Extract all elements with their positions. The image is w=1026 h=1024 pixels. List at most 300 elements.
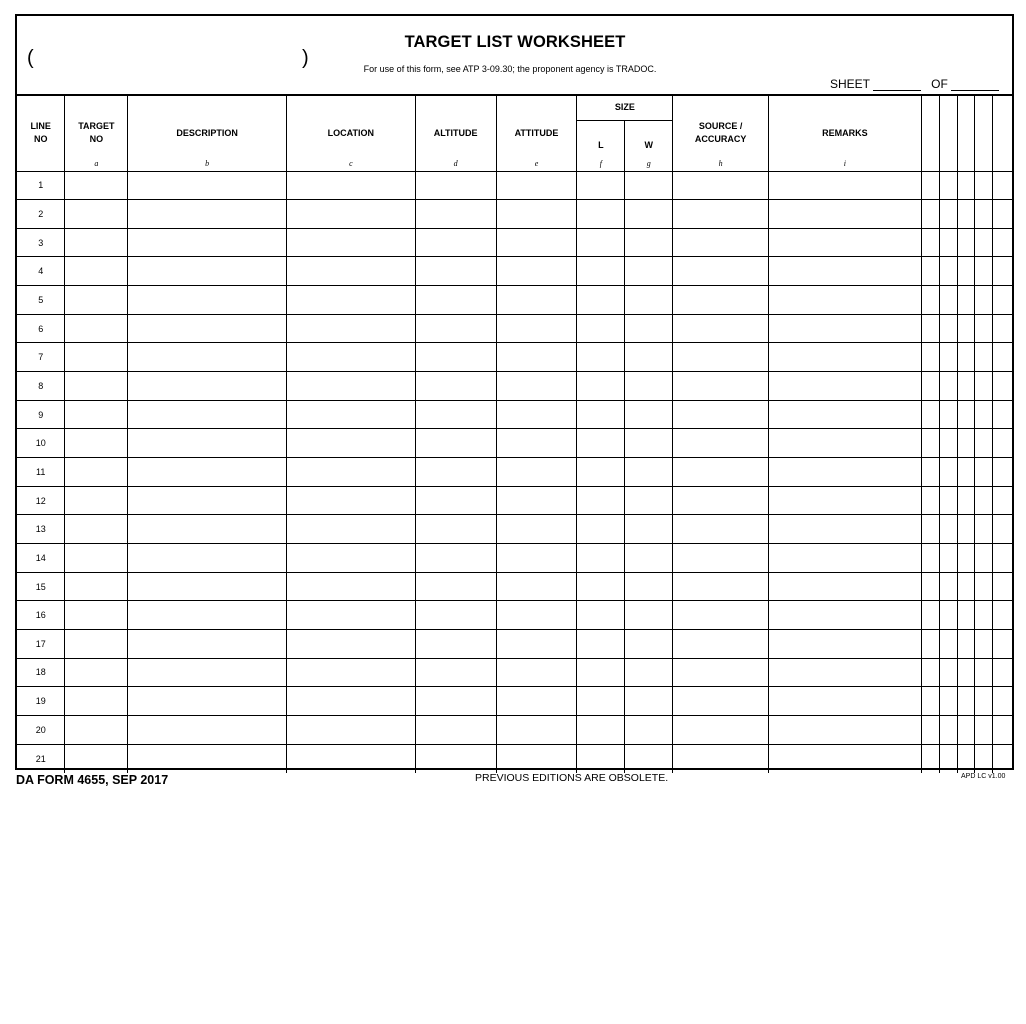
extra-5-cell[interactable] bbox=[993, 228, 1012, 257]
description-cell[interactable] bbox=[128, 486, 287, 515]
size-w-cell[interactable] bbox=[625, 715, 673, 744]
source-accuracy-cell[interactable] bbox=[673, 400, 769, 429]
source-accuracy-cell[interactable] bbox=[673, 286, 769, 315]
remarks-cell[interactable] bbox=[769, 544, 922, 573]
source-accuracy-cell[interactable] bbox=[673, 486, 769, 515]
extra-1-cell[interactable] bbox=[921, 715, 939, 744]
extra-4-cell[interactable] bbox=[975, 715, 993, 744]
description-cell[interactable] bbox=[128, 458, 287, 487]
size-l-cell[interactable] bbox=[577, 171, 625, 200]
attitude-cell[interactable] bbox=[496, 715, 577, 744]
altitude-cell[interactable] bbox=[415, 544, 496, 573]
extra-3-cell[interactable] bbox=[957, 171, 975, 200]
altitude-cell[interactable] bbox=[415, 572, 496, 601]
source-accuracy-cell[interactable] bbox=[673, 343, 769, 372]
size-w-cell[interactable] bbox=[625, 400, 673, 429]
size-l-cell[interactable] bbox=[577, 658, 625, 687]
size-l-cell[interactable] bbox=[577, 601, 625, 630]
location-cell[interactable] bbox=[286, 286, 415, 315]
size-w-cell[interactable] bbox=[625, 343, 673, 372]
size-l-cell[interactable] bbox=[577, 257, 625, 286]
size-w-cell[interactable] bbox=[625, 257, 673, 286]
remarks-cell[interactable] bbox=[769, 515, 922, 544]
attitude-cell[interactable] bbox=[496, 257, 577, 286]
sheet-number-field[interactable] bbox=[873, 80, 921, 91]
size-w-cell[interactable] bbox=[625, 572, 673, 601]
size-l-cell[interactable] bbox=[577, 687, 625, 716]
extra-1-cell[interactable] bbox=[921, 687, 939, 716]
extra-1-cell[interactable] bbox=[921, 544, 939, 573]
size-l-cell[interactable] bbox=[577, 630, 625, 659]
extra-2-cell[interactable] bbox=[939, 343, 957, 372]
source-accuracy-cell[interactable] bbox=[673, 572, 769, 601]
size-l-cell[interactable] bbox=[577, 544, 625, 573]
size-l-cell[interactable] bbox=[577, 715, 625, 744]
remarks-cell[interactable] bbox=[769, 343, 922, 372]
description-cell[interactable] bbox=[128, 572, 287, 601]
extra-4-cell[interactable] bbox=[975, 343, 993, 372]
extra-2-cell[interactable] bbox=[939, 257, 957, 286]
remarks-cell[interactable] bbox=[769, 372, 922, 401]
extra-2-cell[interactable] bbox=[939, 658, 957, 687]
altitude-cell[interactable] bbox=[415, 286, 496, 315]
target-no-cell[interactable] bbox=[65, 515, 128, 544]
extra-1-cell[interactable] bbox=[921, 572, 939, 601]
extra-2-cell[interactable] bbox=[939, 544, 957, 573]
attitude-cell[interactable] bbox=[496, 314, 577, 343]
remarks-cell[interactable] bbox=[769, 658, 922, 687]
extra-3-cell[interactable] bbox=[957, 257, 975, 286]
location-cell[interactable] bbox=[286, 658, 415, 687]
location-cell[interactable] bbox=[286, 228, 415, 257]
source-accuracy-cell[interactable] bbox=[673, 515, 769, 544]
target-no-cell[interactable] bbox=[65, 400, 128, 429]
source-accuracy-cell[interactable] bbox=[673, 458, 769, 487]
extra-3-cell[interactable] bbox=[957, 200, 975, 229]
description-cell[interactable] bbox=[128, 429, 287, 458]
source-accuracy-cell[interactable] bbox=[673, 544, 769, 573]
size-l-cell[interactable] bbox=[577, 343, 625, 372]
attitude-cell[interactable] bbox=[496, 658, 577, 687]
extra-1-cell[interactable] bbox=[921, 486, 939, 515]
location-cell[interactable] bbox=[286, 687, 415, 716]
size-w-cell[interactable] bbox=[625, 458, 673, 487]
extra-5-cell[interactable] bbox=[993, 314, 1012, 343]
extra-5-cell[interactable] bbox=[993, 630, 1012, 659]
extra-4-cell[interactable] bbox=[975, 658, 993, 687]
extra-1-cell[interactable] bbox=[921, 630, 939, 659]
size-w-cell[interactable] bbox=[625, 171, 673, 200]
extra-2-cell[interactable] bbox=[939, 687, 957, 716]
size-l-cell[interactable] bbox=[577, 372, 625, 401]
extra-5-cell[interactable] bbox=[993, 171, 1012, 200]
extra-2-cell[interactable] bbox=[939, 228, 957, 257]
size-l-cell[interactable] bbox=[577, 572, 625, 601]
extra-5-cell[interactable] bbox=[993, 458, 1012, 487]
extra-3-cell[interactable] bbox=[957, 400, 975, 429]
source-accuracy-cell[interactable] bbox=[673, 744, 769, 773]
location-cell[interactable] bbox=[286, 257, 415, 286]
description-cell[interactable] bbox=[128, 171, 287, 200]
target-no-cell[interactable] bbox=[65, 601, 128, 630]
extra-4-cell[interactable] bbox=[975, 572, 993, 601]
location-cell[interactable] bbox=[286, 171, 415, 200]
size-l-cell[interactable] bbox=[577, 200, 625, 229]
target-no-cell[interactable] bbox=[65, 228, 128, 257]
altitude-cell[interactable] bbox=[415, 687, 496, 716]
remarks-cell[interactable] bbox=[769, 630, 922, 659]
extra-4-cell[interactable] bbox=[975, 400, 993, 429]
attitude-cell[interactable] bbox=[496, 343, 577, 372]
extra-2-cell[interactable] bbox=[939, 601, 957, 630]
extra-1-cell[interactable] bbox=[921, 429, 939, 458]
remarks-cell[interactable] bbox=[769, 257, 922, 286]
size-l-cell[interactable] bbox=[577, 400, 625, 429]
location-cell[interactable] bbox=[286, 544, 415, 573]
extra-3-cell[interactable] bbox=[957, 286, 975, 315]
altitude-cell[interactable] bbox=[415, 314, 496, 343]
description-cell[interactable] bbox=[128, 630, 287, 659]
extra-5-cell[interactable] bbox=[993, 544, 1012, 573]
extra-5-cell[interactable] bbox=[993, 744, 1012, 773]
remarks-cell[interactable] bbox=[769, 400, 922, 429]
extra-5-cell[interactable] bbox=[993, 572, 1012, 601]
source-accuracy-cell[interactable] bbox=[673, 429, 769, 458]
description-cell[interactable] bbox=[128, 687, 287, 716]
remarks-cell[interactable] bbox=[769, 715, 922, 744]
extra-1-cell[interactable] bbox=[921, 228, 939, 257]
extra-1-cell[interactable] bbox=[921, 171, 939, 200]
target-no-cell[interactable] bbox=[65, 343, 128, 372]
size-l-cell[interactable] bbox=[577, 515, 625, 544]
extra-1-cell[interactable] bbox=[921, 601, 939, 630]
extra-4-cell[interactable] bbox=[975, 200, 993, 229]
extra-5-cell[interactable] bbox=[993, 400, 1012, 429]
source-accuracy-cell[interactable] bbox=[673, 658, 769, 687]
target-no-cell[interactable] bbox=[65, 630, 128, 659]
attitude-cell[interactable] bbox=[496, 744, 577, 773]
attitude-cell[interactable] bbox=[496, 429, 577, 458]
attitude-cell[interactable] bbox=[496, 228, 577, 257]
extra-4-cell[interactable] bbox=[975, 372, 993, 401]
extra-4-cell[interactable] bbox=[975, 314, 993, 343]
target-no-cell[interactable] bbox=[65, 544, 128, 573]
extra-4-cell[interactable] bbox=[975, 171, 993, 200]
target-no-cell[interactable] bbox=[65, 257, 128, 286]
extra-4-cell[interactable] bbox=[975, 744, 993, 773]
extra-3-cell[interactable] bbox=[957, 658, 975, 687]
size-w-cell[interactable] bbox=[625, 228, 673, 257]
altitude-cell[interactable] bbox=[415, 658, 496, 687]
size-w-cell[interactable] bbox=[625, 372, 673, 401]
remarks-cell[interactable] bbox=[769, 458, 922, 487]
extra-3-cell[interactable] bbox=[957, 744, 975, 773]
location-cell[interactable] bbox=[286, 572, 415, 601]
extra-1-cell[interactable] bbox=[921, 372, 939, 401]
source-accuracy-cell[interactable] bbox=[673, 715, 769, 744]
remarks-cell[interactable] bbox=[769, 200, 922, 229]
extra-4-cell[interactable] bbox=[975, 429, 993, 458]
source-accuracy-cell[interactable] bbox=[673, 228, 769, 257]
location-cell[interactable] bbox=[286, 458, 415, 487]
sheet-total-field[interactable] bbox=[951, 80, 999, 91]
target-no-cell[interactable] bbox=[65, 171, 128, 200]
description-cell[interactable] bbox=[128, 715, 287, 744]
col-remarks-label: REMARKS bbox=[822, 127, 868, 138]
description-cell[interactable] bbox=[128, 343, 287, 372]
extra-3-cell[interactable] bbox=[957, 715, 975, 744]
description-cell[interactable] bbox=[128, 200, 287, 229]
location-cell[interactable] bbox=[286, 744, 415, 773]
attitude-cell[interactable] bbox=[496, 544, 577, 573]
extra-5-cell[interactable] bbox=[993, 429, 1012, 458]
target-no-cell[interactable] bbox=[65, 687, 128, 716]
extra-4-cell[interactable] bbox=[975, 257, 993, 286]
description-cell[interactable] bbox=[128, 372, 287, 401]
extra-2-cell[interactable] bbox=[939, 458, 957, 487]
remarks-cell[interactable] bbox=[769, 286, 922, 315]
attitude-cell[interactable] bbox=[496, 515, 577, 544]
extra-2-cell[interactable] bbox=[939, 486, 957, 515]
extra-3-cell[interactable] bbox=[957, 630, 975, 659]
altitude-cell[interactable] bbox=[415, 257, 496, 286]
altitude-cell[interactable] bbox=[415, 744, 496, 773]
attitude-cell[interactable] bbox=[496, 372, 577, 401]
size-l-cell[interactable] bbox=[577, 286, 625, 315]
location-cell[interactable] bbox=[286, 372, 415, 401]
altitude-cell[interactable] bbox=[415, 228, 496, 257]
location-cell[interactable] bbox=[286, 715, 415, 744]
size-l-cell[interactable] bbox=[577, 486, 625, 515]
description-cell[interactable] bbox=[128, 257, 287, 286]
extra-4-cell[interactable] bbox=[975, 458, 993, 487]
extra-2-cell[interactable] bbox=[939, 744, 957, 773]
remarks-cell[interactable] bbox=[769, 744, 922, 773]
extra-1-cell[interactable] bbox=[921, 400, 939, 429]
extra-3-cell[interactable] bbox=[957, 228, 975, 257]
extra-3-cell[interactable] bbox=[957, 687, 975, 716]
remarks-cell[interactable] bbox=[769, 687, 922, 716]
location-cell[interactable] bbox=[286, 343, 415, 372]
size-w-cell[interactable] bbox=[625, 486, 673, 515]
source-accuracy-cell[interactable] bbox=[673, 372, 769, 401]
target-no-cell[interactable] bbox=[65, 314, 128, 343]
extra-3-cell[interactable] bbox=[957, 429, 975, 458]
altitude-cell[interactable] bbox=[415, 458, 496, 487]
extra-5-cell[interactable] bbox=[993, 286, 1012, 315]
altitude-cell[interactable] bbox=[415, 515, 496, 544]
location-cell[interactable] bbox=[286, 429, 415, 458]
source-accuracy-cell[interactable] bbox=[673, 200, 769, 229]
description-cell[interactable] bbox=[128, 658, 287, 687]
altitude-cell[interactable] bbox=[415, 200, 496, 229]
size-w-cell[interactable] bbox=[625, 601, 673, 630]
extra-2-cell[interactable] bbox=[939, 372, 957, 401]
extra-5-cell[interactable] bbox=[993, 343, 1012, 372]
description-cell[interactable] bbox=[128, 744, 287, 773]
extra-2-cell[interactable] bbox=[939, 400, 957, 429]
extra-1-cell[interactable] bbox=[921, 658, 939, 687]
extra-4-cell[interactable] bbox=[975, 486, 993, 515]
target-no-cell[interactable] bbox=[65, 658, 128, 687]
attitude-cell[interactable] bbox=[496, 200, 577, 229]
extra-2-cell[interactable] bbox=[939, 715, 957, 744]
extra-5-cell[interactable] bbox=[993, 372, 1012, 401]
extra-4-cell[interactable] bbox=[975, 515, 993, 544]
target-no-cell[interactable] bbox=[65, 744, 128, 773]
attitude-cell[interactable] bbox=[496, 171, 577, 200]
source-accuracy-cell[interactable] bbox=[673, 630, 769, 659]
description-cell[interactable] bbox=[128, 314, 287, 343]
extra-2-cell[interactable] bbox=[939, 429, 957, 458]
target-no-cell[interactable] bbox=[65, 372, 128, 401]
altitude-cell[interactable] bbox=[415, 601, 496, 630]
col-target-no-label1: TARGET bbox=[78, 121, 115, 132]
extra-2-cell[interactable] bbox=[939, 515, 957, 544]
size-l-cell[interactable] bbox=[577, 744, 625, 773]
target-no-cell[interactable] bbox=[65, 429, 128, 458]
extra-1-cell[interactable] bbox=[921, 343, 939, 372]
extra-2-cell[interactable] bbox=[939, 572, 957, 601]
altitude-cell[interactable] bbox=[415, 343, 496, 372]
extra-1-cell[interactable] bbox=[921, 314, 939, 343]
size-l-cell[interactable] bbox=[577, 429, 625, 458]
attitude-cell[interactable] bbox=[496, 572, 577, 601]
extra-3-cell[interactable] bbox=[957, 372, 975, 401]
extra-1-cell[interactable] bbox=[921, 458, 939, 487]
extra-5-cell[interactable] bbox=[993, 687, 1012, 716]
location-cell[interactable] bbox=[286, 601, 415, 630]
attitude-cell[interactable] bbox=[496, 400, 577, 429]
remarks-cell[interactable] bbox=[769, 171, 922, 200]
col-source-accuracy bbox=[673, 96, 769, 171]
extra-1-cell[interactable] bbox=[921, 744, 939, 773]
extra-5-cell[interactable] bbox=[993, 658, 1012, 687]
extra-5-cell[interactable] bbox=[993, 515, 1012, 544]
size-w-cell[interactable] bbox=[625, 630, 673, 659]
source-accuracy-cell[interactable] bbox=[673, 314, 769, 343]
source-accuracy-cell[interactable] bbox=[673, 257, 769, 286]
remarks-cell[interactable] bbox=[769, 486, 922, 515]
remarks-cell[interactable] bbox=[769, 314, 922, 343]
extra-1-cell[interactable] bbox=[921, 200, 939, 229]
size-w-cell[interactable] bbox=[625, 429, 673, 458]
extra-1-cell[interactable] bbox=[921, 515, 939, 544]
extra-2-cell[interactable] bbox=[939, 630, 957, 659]
extra-4-cell[interactable] bbox=[975, 286, 993, 315]
extra-3-cell[interactable] bbox=[957, 343, 975, 372]
description-cell[interactable] bbox=[128, 601, 287, 630]
size-w-cell[interactable] bbox=[625, 515, 673, 544]
size-w-cell[interactable] bbox=[625, 200, 673, 229]
extra-1-cell[interactable] bbox=[921, 286, 939, 315]
remarks-cell[interactable] bbox=[769, 228, 922, 257]
extra-5-cell[interactable] bbox=[993, 715, 1012, 744]
size-l-cell[interactable] bbox=[577, 228, 625, 257]
size-w-cell[interactable] bbox=[625, 314, 673, 343]
size-w-cell[interactable] bbox=[625, 687, 673, 716]
remarks-cell[interactable] bbox=[769, 572, 922, 601]
location-cell[interactable] bbox=[286, 200, 415, 229]
size-w-cell[interactable] bbox=[625, 658, 673, 687]
source-accuracy-cell[interactable] bbox=[673, 687, 769, 716]
extra-3-cell[interactable] bbox=[957, 601, 975, 630]
remarks-cell[interactable] bbox=[769, 429, 922, 458]
size-w-cell[interactable] bbox=[625, 744, 673, 773]
altitude-cell[interactable] bbox=[415, 715, 496, 744]
attitude-cell[interactable] bbox=[496, 486, 577, 515]
target-no-cell[interactable] bbox=[65, 572, 128, 601]
remarks-cell[interactable] bbox=[769, 601, 922, 630]
extra-4-cell[interactable] bbox=[975, 630, 993, 659]
description-cell[interactable] bbox=[128, 515, 287, 544]
altitude-cell[interactable] bbox=[415, 171, 496, 200]
size-l-cell[interactable] bbox=[577, 458, 625, 487]
altitude-cell[interactable] bbox=[415, 372, 496, 401]
attitude-cell[interactable] bbox=[496, 286, 577, 315]
source-accuracy-cell[interactable] bbox=[673, 171, 769, 200]
extra-5-cell[interactable] bbox=[993, 200, 1012, 229]
target-no-cell[interactable] bbox=[65, 200, 128, 229]
extra-4-cell[interactable] bbox=[975, 544, 993, 573]
extra-4-cell[interactable] bbox=[975, 228, 993, 257]
extra-5-cell[interactable] bbox=[993, 601, 1012, 630]
extra-3-cell[interactable] bbox=[957, 515, 975, 544]
attitude-cell[interactable] bbox=[496, 458, 577, 487]
extra-2-cell[interactable] bbox=[939, 200, 957, 229]
description-cell[interactable] bbox=[128, 286, 287, 315]
altitude-cell[interactable] bbox=[415, 630, 496, 659]
description-cell[interactable] bbox=[128, 228, 287, 257]
extra-3-cell[interactable] bbox=[957, 544, 975, 573]
target-no-cell[interactable] bbox=[65, 458, 128, 487]
target-no-cell[interactable] bbox=[65, 286, 128, 315]
description-cell[interactable] bbox=[128, 544, 287, 573]
extra-3-cell[interactable] bbox=[957, 458, 975, 487]
description-cell[interactable] bbox=[128, 400, 287, 429]
altitude-cell[interactable] bbox=[415, 429, 496, 458]
extra-3-cell[interactable] bbox=[957, 314, 975, 343]
extra-3-cell[interactable] bbox=[957, 486, 975, 515]
target-no-cell[interactable] bbox=[65, 486, 128, 515]
extra-4-cell[interactable] bbox=[975, 601, 993, 630]
location-cell[interactable] bbox=[286, 515, 415, 544]
location-cell[interactable] bbox=[286, 486, 415, 515]
source-accuracy-cell[interactable] bbox=[673, 601, 769, 630]
extra-5-cell[interactable] bbox=[993, 257, 1012, 286]
attitude-cell[interactable] bbox=[496, 601, 577, 630]
extra-1-cell[interactable] bbox=[921, 257, 939, 286]
attitude-cell[interactable] bbox=[496, 630, 577, 659]
extra-4-cell[interactable] bbox=[975, 687, 993, 716]
extra-2-cell[interactable] bbox=[939, 171, 957, 200]
size-w-cell[interactable] bbox=[625, 286, 673, 315]
altitude-cell[interactable] bbox=[415, 486, 496, 515]
extra-5-cell[interactable] bbox=[993, 486, 1012, 515]
target-no-cell[interactable] bbox=[65, 715, 128, 744]
extra-2-cell[interactable] bbox=[939, 314, 957, 343]
size-w-cell[interactable] bbox=[625, 544, 673, 573]
extra-2-cell[interactable] bbox=[939, 286, 957, 315]
location-cell[interactable] bbox=[286, 630, 415, 659]
size-l-cell[interactable] bbox=[577, 314, 625, 343]
location-cell[interactable] bbox=[286, 400, 415, 429]
altitude-cell[interactable] bbox=[415, 400, 496, 429]
attitude-cell[interactable] bbox=[496, 687, 577, 716]
location-cell[interactable] bbox=[286, 314, 415, 343]
extra-3-cell[interactable] bbox=[957, 572, 975, 601]
table-row bbox=[17, 372, 1012, 401]
